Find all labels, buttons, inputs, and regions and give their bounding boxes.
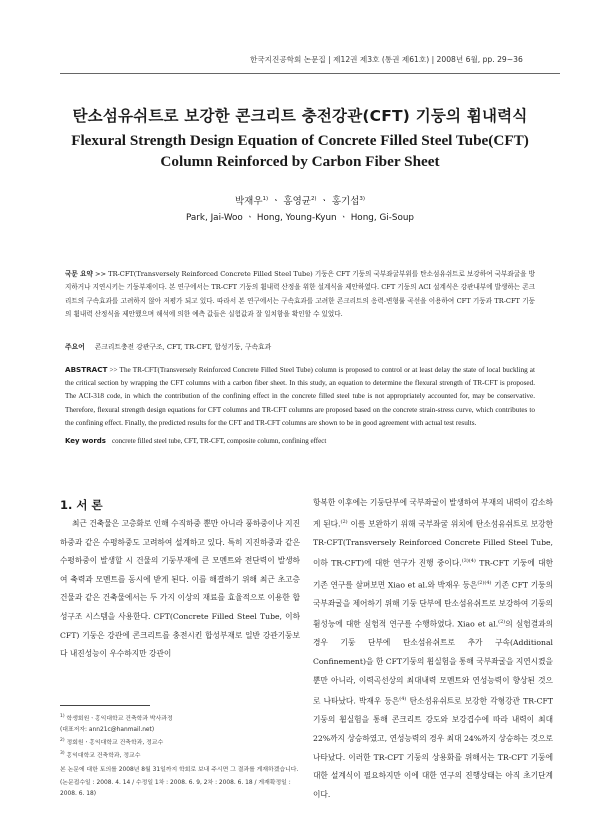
- header-rule: [60, 73, 560, 74]
- author-sep: ㆍ: [271, 196, 281, 207]
- intro-text: 이를 보완하기 위해 국부좌굴 위치에 탄소섬유쉬트로 보강한 TR-CFT(Transversely Reinforced Concrete Filled Steel Tube, 이하 TR-CFT)에 대한 연구가 진행 중이다.: [313, 519, 553, 568]
- footnotes: [60, 712, 300, 800]
- authors-english: Park, Jai-Woo ㆍ Hong, Young-Kyun ㆍ Hong, Gi-Soup: [185, 213, 415, 223]
- footnote-text: (대표저자: ann21c@hanmail.net): [60, 726, 155, 733]
- keywords-english-label: Key words: [65, 437, 106, 445]
- intro-text: 탄소섬유쉬트로 보강한 각형강관 TR-CFT 기둥의 휨실험을 통해 콘크리트 강도와 보강겹수에 따라 내력이 최대 22%까지 상승하였고, 연성능력의 경우 최대 24%까지 상승하는 것으로 나타났다. 이러한 TR-CFT 기둥의 상용화를 위해서는 TR-CFT 기둥에 대한 설계식이 필요하지만 이에 대한 연구의 진행상태는 아직 초기단계이다.: [313, 696, 553, 799]
- citation: (4): [399, 696, 407, 703]
- intro-text: 의 실험결과의 경우 기둥 단부에 탄소섬유쉬트로 추가 구속(Additional Confinement)을 한 CFT기둥의 휨실험을 통해 국부좌굴을 지연시켰을 뿐만 아니라, 이력곡선상의 최대내력 모멘트와 연성능력이 향상된 것으로 나타났다. 박재우 등은: [313, 619, 553, 706]
- footnote-mark: 3): [60, 750, 65, 756]
- keywords-korean-text: 콘크리트충전 강관구조, CFT, TR-CFT, 합성기둥, 구속효과: [94, 343, 272, 351]
- intro-text: 항복한 이후에는 기둥단부에 국부좌굴이 발생하여 부재의 내력이 감소하게 된다.: [313, 498, 553, 529]
- citation: (2)(4): [477, 579, 492, 586]
- title-korean: 탄소섬유쉬트로 보강한 콘크리트 충전강관(CFT) 기둥의 휨내력식: [72, 107, 528, 125]
- footnote-text: (논문접수일 : 2008. 4. 14 / 수정일 1차 : 2008. 6. 9, 2차 : 2008. 6. 18 / 게재확정일 : 2008. 6. 18): [60, 780, 291, 798]
- author-2: 홍영균: [283, 196, 311, 207]
- running-header: 한국지진공학회 논문집 | 제12권 제3호 (통권 제61호) | 2008년 6월, pp. 29~36: [250, 55, 523, 64]
- citation: (2): [498, 619, 506, 626]
- footnote-2: [60, 736, 300, 749]
- footnote-discussion: [60, 765, 300, 776]
- keywords-korean-label: 주요어: [65, 343, 85, 351]
- author-1-sup: 1): [262, 195, 269, 202]
- authors-korean: [0, 193, 600, 207]
- keywords-korean: [65, 341, 271, 351]
- title-english-line2: Column Reinforced by Carbon Fiber Sheet: [160, 153, 440, 170]
- title-english: [20, 130, 580, 172]
- keywords-english: [65, 437, 326, 445]
- intro-text: 기존 CFT 기둥의 국부좌굴을 제어하기 위해 기둥 단부에 탄소섬유쉬트로 보강하여 기둥의 휨성능에 대한 실험적 연구를 수행하였다. Xiao et al.: [313, 580, 553, 629]
- intro-right-column: [313, 494, 553, 804]
- footnote-1b: [60, 725, 300, 736]
- title-english-line1: Flexural Strength Design Equation of Concrete Filled Steel Tube(CFT): [71, 132, 529, 149]
- abstract-english: [65, 363, 535, 430]
- abstract-english-text: >> The TR-CFT(Transversely Reinforced Concrete Filled Steel Tube) column is proposed to control or at least delay the state of local buckling at the critical section by wrapping the CFT columns with a carbon fiber sheet. In this study, an equation to determine the flexural strength of TR-CFT is proposed. The ACI-318 code, in which the contribution of the confining effect in the concrete filled steel tube is not appropriately accounted for, may be conservative. Therefore, flexural strength design equations for CFT columns and TR-CFT columns are proposed based on the concrete strain-stress curve, which contributes to the confining effect. Finally, the predicted results for the CFT and TR-CFT columns are shown to be in good agreement with actual test results.: [65, 366, 535, 427]
- footnote-mark: 2): [60, 737, 65, 743]
- author-sep: ㆍ: [319, 196, 329, 207]
- footnote-dates: [60, 778, 300, 800]
- abstract-korean-label: 국문 요약: [65, 270, 93, 278]
- author-2-sup: 2): [310, 195, 317, 202]
- footnote-text: 학생회원ㆍ홍익대학교 건축학과 박사과정: [66, 715, 173, 722]
- author-3: 홍기섭: [331, 196, 360, 207]
- intro-text: TR-CFT 기둥에 대한 기존 연구를 살펴보면 Xiao et al.와 박재우 등은: [313, 558, 553, 590]
- intro-left-column: 최근 건축물은 고층화로 인해 수직하중 뿐만 아니라 풍하중이나 지진하중과 같은 수평하중도 고려하여 설계하고 있다. 특히 지진하중과 같은 수평하중이 발생할 시 건물의 기둥부재에 큰 모멘트와 전단력이 발생하여 축력과 모멘트를 동시에 받게 된다. 이를 해결하기 위해 최근 초고층 건물과 같은 건축물에서는 두 가지 이상의 재료를 효율적으로 이용한 합성구조 시스템을 사용한다. CFT(Concrete Filled Steel Tube, 이하 CFT) 기둥은 강관에 콘크리트를 충전시킨 합성부재로 일반 강관기둥보다 내진성능이 우수하지만 강관이: [60, 519, 300, 659]
- footnote-text: 홍익대학교 건축학과, 정교수: [66, 752, 141, 759]
- footnote-text: 본 논문에 대한 토의를 2008년 8월 31일까지 학회로 보내 주시면 그 결과를 게재하겠습니다.: [60, 766, 299, 773]
- footnote-mark: 1): [60, 714, 65, 719]
- footnote-rule: [60, 705, 150, 706]
- section-heading: 1. 서 론: [60, 498, 103, 512]
- footnote-1: [60, 712, 300, 725]
- author-1: 박재우: [234, 196, 263, 207]
- citation: (3)(4): [461, 558, 476, 565]
- keywords-english-text: concrete filled steel tube, CFT, TR-CFT, composite column, confining effect: [111, 437, 327, 445]
- footnote-text: 정회원ㆍ홍익대학교 건축학과, 정교수: [66, 739, 164, 746]
- abstract-korean-text: >> TR-CFT(Transversely Reinforced Concrete Filled Steel Tube) 기둥은 CFT 기둥의 국부좌굴부위를 탄소섬유쉬트로 보강하여 국부좌굴을 방지하거나 지연시키는 기둥부재이다. 본 연구에서는 TR-CFT 기둥의 휨내력 산정을 위한 설계식을 제안하였다. CFT 기둥의 ACI 설계식은 강관내부에 발생하는 콘크리트의 구속효과를 고려하지 않아 저평가 되고 있다. 따라서 본 연구에서는 구속효과를 고려한 콘크리트의 응력-변형률 곡선을 이용하여 CFT 기둥과 TR-CFT 기둥의 휨내력 산정식을 제안했으며 해석에 의한 예측 값들은 실험값과 잘 일치함을 확인할 수 있었다.: [65, 270, 535, 318]
- footnote-3: [60, 749, 300, 762]
- abstract-korean: [65, 268, 535, 321]
- citation: (2): [340, 518, 348, 525]
- abstract-english-label: ABSTRACT: [65, 365, 108, 374]
- author-3-sup: 3): [359, 195, 366, 202]
